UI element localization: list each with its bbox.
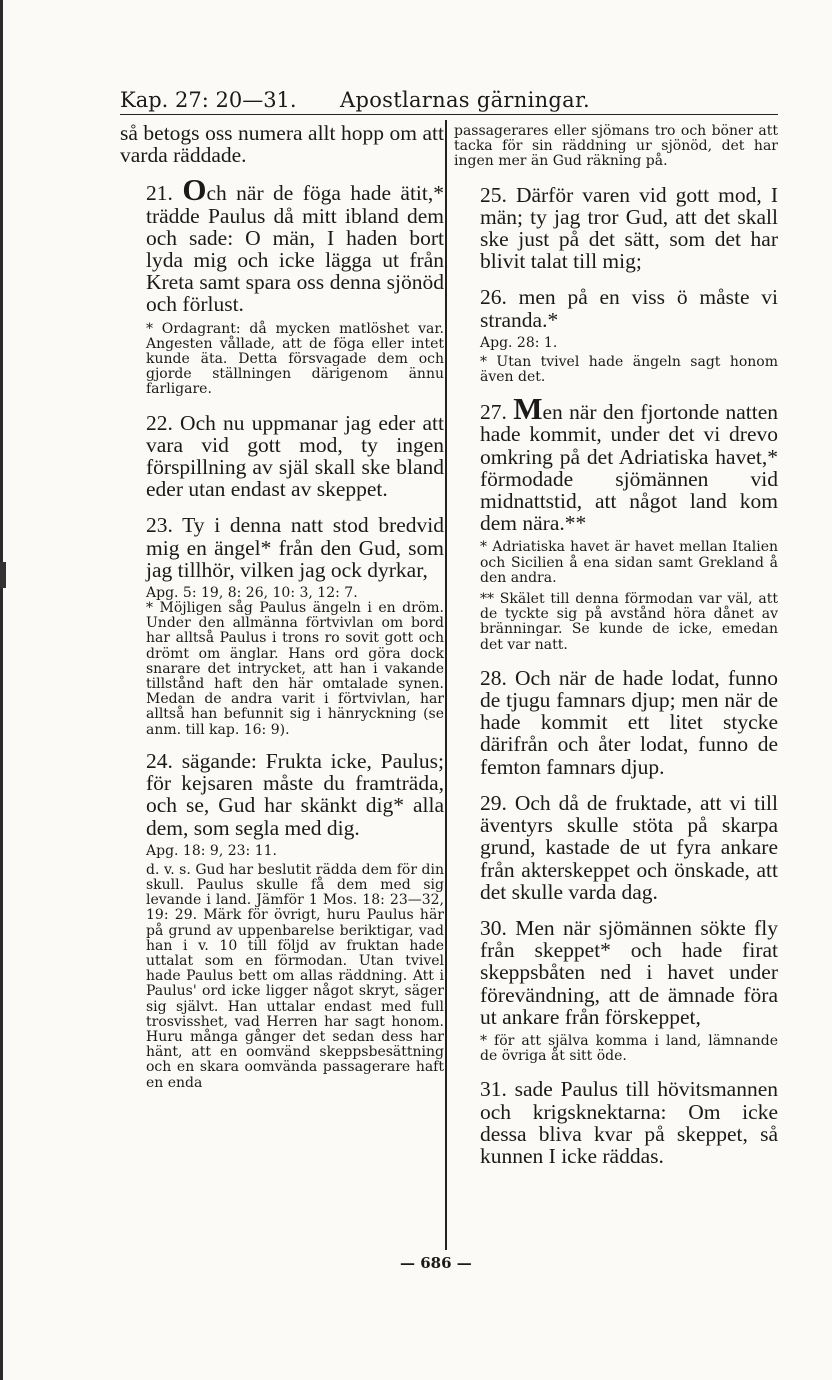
verse-28: 28. Och när de hade lodat, funno de tjugu famnars djup; men när de hade kommit ett litet stycke därifrån och åter lodat, funno de femton famnars djup. (480, 665, 778, 779)
footnote-24: d. v. s. Gud har beslutit rädda dem för din skull. Paulus skulle få dem med sig levande i land. Jämför 1 Mos. 18: 23—32, 19: 29. Märk för övrigt, huru Paulus här på grund av uppenbarelse beriktigar, vad han i v. 10 till följd av fruktan hade uttalat som en förmodan. Utan tvivel hade Paulus bett om allas räddning. Att i Paulus' ord icke ligger något skryt, säger sig självt. Han uttalar endast med full trosvisshet, vad Herren har sagt honom. Huru många gånger det sedan dess har hänt, att en oomvänd skeppsbesättning och en skara oomvända passagerare haft en enda (146, 861, 444, 1091)
page-edge (0, 0, 3, 1380)
cross-reference-24: Apg. 18: 9, 23: 11. (146, 842, 277, 859)
footnote-24-continued: passagerares eller sjömans tro och böner att tacka för sin räddning ur sjönöd, det har ingen mer än Gud räkning på. (454, 123, 778, 170)
footnote-23: * Möjligen såg Paulus ängeln i en dröm. Under den allmänna förtvivlan om bord har alltså Paulus i trons ro sovit gott och drömt om änglar. Hans ord göra dock snarare det intrycket, att han i vakande tillstånd haft den här omtalade synen. Medan de andra varit i förtvivlan, har alltså han befunnit sig i hänryckning (se anm. till kap. 16: 9). (146, 600, 444, 738)
book-title: Apostlarnas gärningar. (340, 88, 590, 112)
verse-number: 21. (146, 181, 173, 206)
verse-25: 25. Därför varen vid gott mod, I män; ty jag tror Gud, att det skall ske just på det sätt, som det har blivit talat till mig; (480, 182, 778, 274)
footnote-21: * Ordagrant: då mycken matlöshet var. Angesten vållade, att de föga eller intet kunde äta. Detta försvagade dem och gjorde ställningen därigenom ännu farligare. (146, 320, 444, 398)
footnote-27a: * Adriatiska havet är havet mellan Italien och Sicilien å ena sidan samt Grekland å den andra. (480, 539, 778, 586)
drop-cap: M (513, 391, 543, 427)
verse-number: 27. (480, 400, 507, 425)
cross-reference-26: Apg. 28: 1. (480, 334, 558, 351)
verse-20-end: så betogs oss numera allt hopp om att varda räddade. (120, 121, 444, 168)
verse-29: 29. Och då de fruktade, att vi till äventyrs skulle stöta på skarpa grund, kastade de ut fyra ankare från akterskeppet och önskade, att det skulle varda dag. (480, 790, 778, 904)
verse-30: 30. Men när sjömännen sökte fly från skeppet* och hade firat skeppsbåten ned i havet under förevändning, att de ämnade föra ut ankare från förskeppet, (480, 915, 778, 1029)
cross-reference-23: Apg. 5: 19, 8: 26, 10: 3, 12: 7. (146, 585, 358, 602)
verse-text: ch när de föga hade ätit,* trädde Paulus då mitt ibland dem och sade: O män, I haden bort lyda mig och icke lägga ut från Kreta samt spara oss denna sjönöd och förlust. (146, 181, 444, 317)
column-divider (445, 120, 447, 1250)
verse-31: 31. sade Paulus till hövitsmannen och krigsknektarna: Om icke dessa bliva kvar på skeppet, så kunnen I icke räddas. (480, 1077, 778, 1168)
chapter-reference: Kap. 27: 20—31. (120, 88, 297, 112)
running-header (120, 88, 778, 115)
right-column (454, 124, 778, 1167)
verse-23: 23. Ty i denna natt stod bredvid mig en ängel* från den Gud, som jag tillhör, vilken jag ock dyrkar, (146, 513, 444, 582)
verse-27 (454, 391, 778, 536)
drop-cap: O (182, 172, 207, 208)
left-column (120, 122, 444, 1091)
footnote-27b: ** Skälet till denna förmodan var väl, att de tyckte sig på avstånd höra dånet av bränningar. Se kunde de icke, emedan det var natt. (480, 591, 778, 653)
verse-21 (120, 172, 444, 317)
footnote-30: * för att själva komma i land, lämnande de övriga åt sitt öde. (480, 1032, 778, 1065)
verse-24: 24. sägande: Frukta icke, Paulus; för kejsaren måste du framträda, och se, Gud har skänkt dig* alla dem, som segla med dig. (146, 748, 444, 840)
verse-text: en när den fjortonde natten hade kommit, under det vi drevo omkring på det Adriatiska havet,* förmodade sjömännen vid midnattstid, att något land kom dem nära.** (480, 400, 778, 536)
verse-26: 26. men på en viss ö måste vi stranda.* (480, 285, 778, 332)
page-number: — 686 — (400, 1254, 472, 1272)
verse-22: 22. Och nu uppmanar jag eder att vara vid gott mod, ty ingen förspillning av själ skall ske bland eder utan endast av skeppet. (146, 410, 444, 502)
binding-mark (0, 562, 6, 588)
footnote-26: * Utan tvivel hade ängeln sagt honom även det. (480, 353, 778, 386)
